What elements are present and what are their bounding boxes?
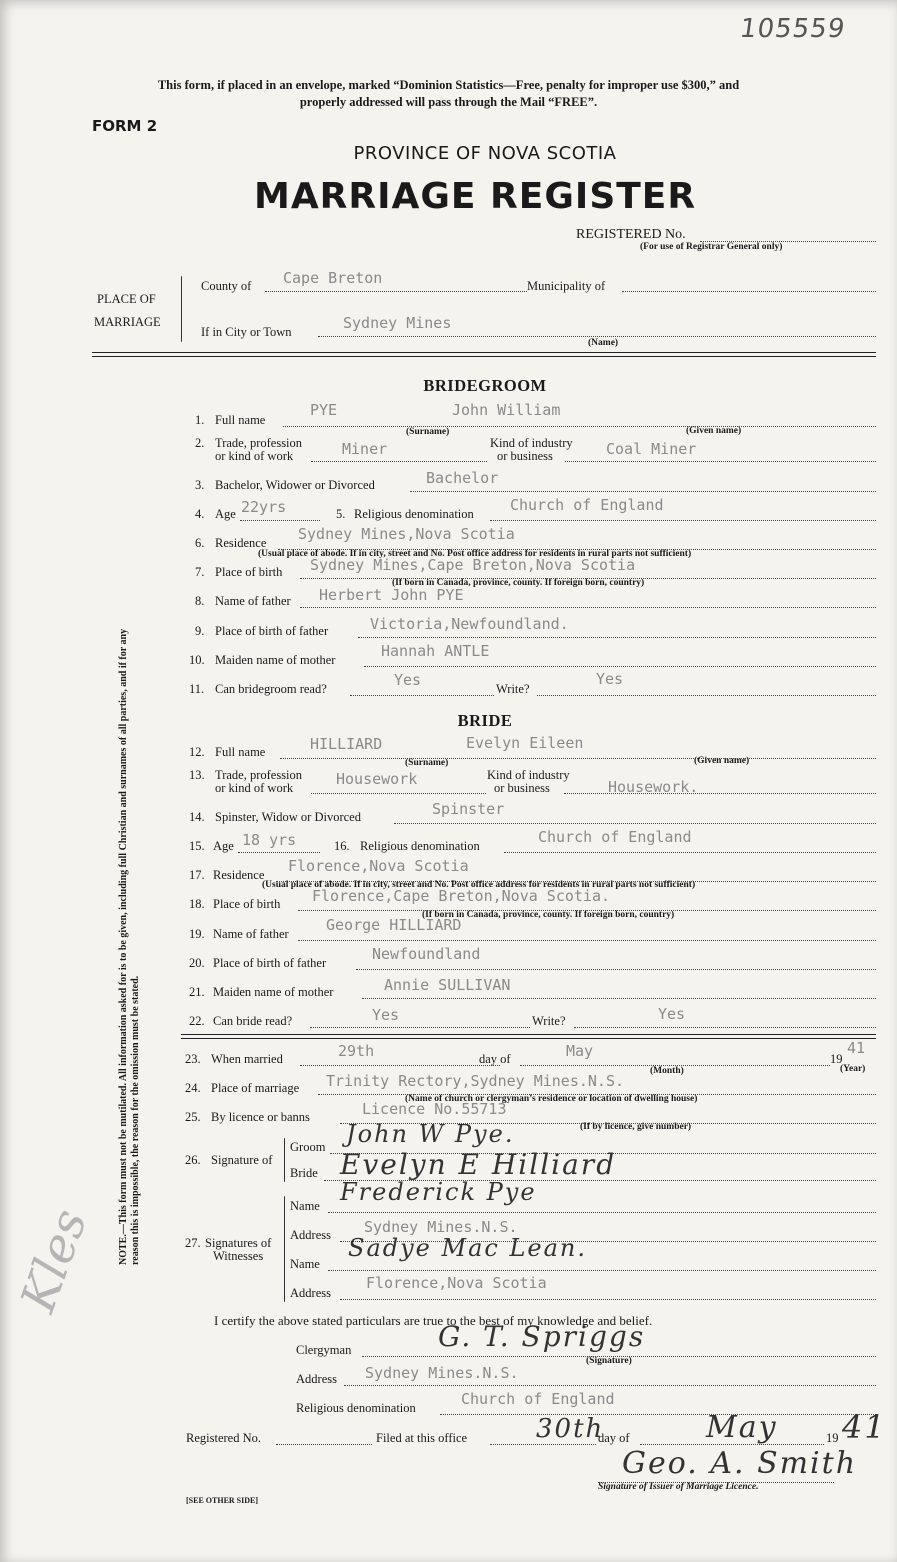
row-11-number: 11. xyxy=(189,682,205,696)
row-19-label: Name of father xyxy=(213,927,289,941)
row-13-label-b: or kind of work xyxy=(215,781,294,795)
clergyman-religion-label: Religious denomination xyxy=(296,1401,416,1415)
row-8-label: Name of father xyxy=(215,594,291,608)
bride-given-caption: (Given name) xyxy=(694,756,750,766)
witness-1-name-label: Name xyxy=(290,1199,320,1213)
registered-no-label: REGISTERED No. xyxy=(576,227,686,242)
groom-can-write: Yes xyxy=(596,670,624,688)
marriage-month: May xyxy=(566,1042,594,1060)
row-16-number: 16. xyxy=(334,839,350,853)
municipality-line xyxy=(622,291,876,292)
city-line xyxy=(318,336,876,337)
row-16-line xyxy=(504,852,876,853)
groom-label: Groom xyxy=(290,1140,326,1154)
groom-can-read: Yes xyxy=(394,671,422,689)
licence-number: Licence No.55713 xyxy=(362,1100,507,1118)
row-22-number: 22. xyxy=(189,1014,205,1028)
divider-top-2 xyxy=(92,356,876,357)
groom-mother: Hannah ANTLE xyxy=(381,642,490,660)
row-24-label: Place of marriage xyxy=(211,1081,300,1095)
issuer-caption: Signature of Issuer of Marriage Licence. xyxy=(598,1482,759,1492)
bride-residence-caption: (Usual place of abode. If in city, street and No. Post office address for residents in rural parts not sufficient) xyxy=(262,880,696,890)
witness-1-address-label: Address xyxy=(290,1228,331,1242)
row-21-label: Maiden name of mother xyxy=(213,985,334,999)
row-7-number: 7. xyxy=(195,565,205,579)
row-7-label: Place of birth xyxy=(215,565,283,579)
bride-signature: Evelyn E Hilliard xyxy=(340,1148,617,1181)
row-20-number: 20. xyxy=(189,956,205,970)
bride-industry: Housework. xyxy=(608,778,699,796)
groom-residence: Sydney Mines,Nova Scotia xyxy=(298,525,515,543)
bridegroom-heading: BRIDEGROOM xyxy=(423,376,547,395)
groom-signature: John W Pye. xyxy=(346,1120,515,1148)
place-brace xyxy=(181,276,182,342)
row-27-number: 27. xyxy=(185,1236,201,1250)
registrar-note: (For use of Registrar General only) xyxy=(640,242,783,252)
bride-residence: Florence,Nova Scotia xyxy=(288,857,469,875)
row-4-label: Age xyxy=(215,507,236,521)
row-1-label: Full name xyxy=(215,413,266,427)
bride-surname: HILLIARD xyxy=(310,735,383,753)
divider-mid-2 xyxy=(181,1038,876,1039)
row-11-label: Can bridegroom read? xyxy=(215,682,327,696)
year-prefix: 19 xyxy=(830,1052,843,1066)
bride-birthplace: Florence,Cape Breton,Nova Scotia. xyxy=(312,887,611,905)
clergyman-religion-line xyxy=(440,1414,876,1415)
witness-brace xyxy=(284,1196,285,1302)
licence-caption: (If by licence, give number) xyxy=(580,1122,692,1132)
county-label: County of xyxy=(201,279,252,293)
issuer-signature: Geo. A. Smith xyxy=(622,1446,858,1481)
row-3-number: 3. xyxy=(195,478,205,492)
groom-industry: Coal Miner xyxy=(606,440,697,458)
row-14-label: Spinster, Widow or Divorced xyxy=(215,810,361,824)
groom-age: 22yrs xyxy=(241,498,287,516)
row-26-number: 26. xyxy=(185,1153,201,1167)
row-19-line xyxy=(298,940,876,941)
bride-religion: Church of England xyxy=(538,828,692,846)
year-caption: (Year) xyxy=(840,1064,866,1074)
row-13-label-a: Trade, profession xyxy=(215,768,303,782)
bride-age: 18 yrs xyxy=(242,831,297,849)
witness-2-name-line xyxy=(328,1270,876,1271)
bride-industry-label-a: Kind of industry xyxy=(487,768,570,782)
clergyman-religion: Church of England xyxy=(461,1390,615,1408)
given-name-caption: (Given name) xyxy=(686,426,742,436)
place-label-2: MARRIAGE xyxy=(94,315,161,329)
row-18-label: Place of birth xyxy=(213,897,281,911)
groom-write-label: Write? xyxy=(496,682,530,696)
filed-year-suffix: 41 xyxy=(842,1408,887,1446)
marriage-place: Trinity Rectory,Sydney Mines.N.S. xyxy=(326,1072,625,1090)
row-24-number: 24. xyxy=(185,1081,201,1095)
row-12-line xyxy=(280,758,876,759)
registered-no-footer-label: Registered No. xyxy=(186,1431,261,1445)
row-17-number: 17. xyxy=(189,868,205,882)
signature-caption: (Signature) xyxy=(586,1356,632,1366)
bride-father-birthplace: Newfoundland xyxy=(372,945,481,963)
row-16-label: Religious denomination xyxy=(360,839,480,853)
postal-notice-line-2: properly addressed will pass through the Mail “FREE”. xyxy=(299,95,598,109)
county-value: Cape Breton xyxy=(283,269,383,287)
filed-year-prefix: 19 xyxy=(826,1431,839,1445)
row-2-number: 2. xyxy=(195,436,205,450)
row-21-number: 21. xyxy=(189,985,205,999)
day-of-label: day of xyxy=(479,1052,511,1066)
divider-top-1 xyxy=(92,352,876,353)
city-name-caption: (Name) xyxy=(588,338,619,348)
surname-caption: (Surname) xyxy=(406,427,450,437)
signature-brace xyxy=(284,1138,285,1182)
row-4-line xyxy=(240,520,320,521)
row-5-label: Religious denomination xyxy=(354,507,474,521)
row-25-number: 25. xyxy=(185,1110,201,1124)
divider-mid-1 xyxy=(181,1034,876,1035)
margin-handwritten-mark: Kles xyxy=(10,1202,99,1320)
clergyman-label: Clergyman xyxy=(296,1343,352,1357)
filed-month: May xyxy=(706,1410,778,1445)
witness-2-name-label: Name xyxy=(290,1257,320,1271)
month-caption: (Month) xyxy=(650,1066,684,1076)
witness-1-address: Sydney Mines.N.S. xyxy=(364,1218,518,1236)
groom-trade: Miner xyxy=(342,440,388,458)
row-13-line xyxy=(311,793,486,794)
row-18-number: 18. xyxy=(189,897,205,911)
row-20-line xyxy=(356,969,876,970)
bride-father: George HILLIARD xyxy=(326,916,462,934)
row-8-line xyxy=(300,607,876,608)
municipality-label: Municipality of xyxy=(527,279,606,293)
row-10-number: 10. xyxy=(189,653,205,667)
row-14-line xyxy=(394,823,876,824)
registered-no-footer-line xyxy=(276,1444,372,1445)
certification-statement: I certify the above stated particulars are true to the best of my knowledge and belief. xyxy=(214,1313,653,1328)
row-9-number: 9. xyxy=(195,624,205,638)
clergyman-address: Sydney Mines.N.S. xyxy=(365,1364,519,1382)
row-2-line xyxy=(311,461,487,462)
bride-write-line xyxy=(574,1027,876,1028)
row-4-number: 4. xyxy=(195,507,205,521)
clergyman-address-line xyxy=(344,1385,876,1386)
filed-label: Filed at this office xyxy=(376,1431,468,1445)
document-title: MARRIAGE REGISTER xyxy=(254,176,697,217)
row-21-line xyxy=(362,998,876,999)
row-6-number: 6. xyxy=(195,536,205,550)
bride-label: Bride xyxy=(290,1166,318,1180)
row-10-label: Maiden name of mother xyxy=(215,653,336,667)
row-15-number: 15. xyxy=(189,839,205,853)
residence-caption: (Usual place of abode. If in city, street and No. Post office address for residents in rural parts not sufficient) xyxy=(258,549,692,559)
marriage-year-suffix: 41 xyxy=(847,1039,866,1057)
row-15-line xyxy=(238,852,320,853)
bride-write-label: Write? xyxy=(532,1014,566,1028)
bride-given-name: Evelyn Eileen xyxy=(466,734,584,752)
row-5-number: 5. xyxy=(336,507,346,521)
row-19-number: 19. xyxy=(189,927,205,941)
row-10-line xyxy=(364,666,876,667)
clergyman-address-label: Address xyxy=(296,1372,337,1386)
witness-2-name: Sadye Mac Lean. xyxy=(348,1234,587,1262)
bride-mother: Annie SULLIVAN xyxy=(384,976,511,994)
row-12-label: Full name xyxy=(215,745,266,759)
row-8-number: 8. xyxy=(195,594,205,608)
row-23-number: 23. xyxy=(185,1052,201,1066)
bride-marital-status: Spinster xyxy=(432,800,505,818)
groom-father: Herbert John PYE xyxy=(319,586,464,604)
row-27-label-a: Signatures of xyxy=(205,1236,272,1250)
row-1-number: 1. xyxy=(195,413,205,427)
bride-trade: Housework xyxy=(336,770,418,788)
witness-2-address-line xyxy=(340,1299,876,1300)
row-22-line xyxy=(310,1027,530,1028)
bride-birthplace-caption: (If born in Canada, province, county. If foreign born, country) xyxy=(422,910,675,920)
groom-surname: PYE xyxy=(310,401,338,419)
bride-can-read: Yes xyxy=(372,1006,400,1024)
city-value: Sydney Mines xyxy=(343,314,452,332)
witness-2-address-label: Address xyxy=(290,1286,331,1300)
bride-industry-label-b: or business xyxy=(494,781,550,795)
row-1-line xyxy=(283,426,876,427)
county-line xyxy=(265,291,527,292)
row-12-number: 12. xyxy=(189,745,205,759)
groom-marital-status: Bachelor xyxy=(426,469,499,487)
row-13-number: 13. xyxy=(189,768,205,782)
row-2-label-a: Trade, profession xyxy=(215,436,303,450)
row-9-line xyxy=(358,637,876,638)
province-heading: PROVINCE OF NOVA SCOTIA xyxy=(353,143,617,164)
groom-given-name: John William xyxy=(452,401,561,419)
serial-number: 105559 xyxy=(737,14,848,44)
row-25-label: By licence or banns xyxy=(211,1110,310,1124)
filed-day-of-label: day of xyxy=(598,1431,630,1445)
groom-write-line xyxy=(537,695,876,696)
bride-heading: BRIDE xyxy=(457,711,513,730)
side-note: NOTE.—This form must not be mutilated. All information asked for is to be given, including full Christian and surnames of all parties, and if for any reason this is impossible, the reason for the omission must be stated. xyxy=(118,628,141,1265)
row-5-line xyxy=(490,520,876,521)
industry-line xyxy=(565,461,876,462)
row-20-label: Place of birth of father xyxy=(213,956,327,970)
clergyman-signature: G. T. Spriggs xyxy=(438,1320,646,1353)
witness-2-address: Florence,Nova Scotia xyxy=(366,1274,547,1292)
industry-label-a: Kind of industry xyxy=(490,436,573,450)
marriage-day: 29th xyxy=(338,1042,375,1060)
witness-1-name-line xyxy=(328,1212,876,1213)
row-14-number: 14. xyxy=(189,810,205,824)
row-15-label: Age xyxy=(213,839,234,853)
row-26-label: Signature of xyxy=(211,1153,273,1167)
place-label-1: PLACE OF xyxy=(97,292,156,306)
row-3-label: Bachelor, Widower or Divorced xyxy=(215,478,375,492)
postal-notice-line-1: This form, if placed in an envelope, marked “Dominion Statistics—Free, penalty for improper use $300,” and xyxy=(157,78,740,92)
groom-father-birthplace: Victoria,Newfoundland. xyxy=(370,615,569,633)
row-22-label: Can bride read? xyxy=(213,1014,293,1028)
row-11-line xyxy=(350,695,494,696)
row-17-label: Residence xyxy=(213,868,265,882)
row-3-line xyxy=(410,491,876,492)
row-23-label: When married xyxy=(211,1052,283,1066)
city-label: If in City or Town xyxy=(201,325,292,339)
row-6-label: Residence xyxy=(215,536,267,550)
row-27-label-b: Witnesses xyxy=(213,1249,264,1263)
see-other-side: [SEE OTHER SIDE] xyxy=(186,1496,259,1505)
row-9-label: Place of birth of father xyxy=(215,624,329,638)
form-number: FORM 2 xyxy=(92,117,158,135)
industry-label-b: or business xyxy=(497,449,553,463)
groom-religion: Church of England xyxy=(510,496,664,514)
filed-day-line xyxy=(490,1444,596,1445)
row-2-label-b: or kind of work xyxy=(215,449,294,463)
marriage-place-caption: (Name of church or clergyman’s residence or location of dwelling house) xyxy=(405,1094,698,1104)
row-23-day-line xyxy=(300,1065,500,1066)
bride-can-write: Yes xyxy=(658,1005,686,1023)
witness-1-name: Frederick Pye xyxy=(340,1178,537,1206)
bride-surname-caption: (Surname) xyxy=(405,758,449,768)
filed-day: 30th xyxy=(536,1414,605,1444)
groom-birthplace: Sydney Mines,Cape Breton,Nova Scotia xyxy=(310,556,636,574)
birthplace-caption: (If born in Canada, province, county. If foreign born, country) xyxy=(392,578,645,588)
